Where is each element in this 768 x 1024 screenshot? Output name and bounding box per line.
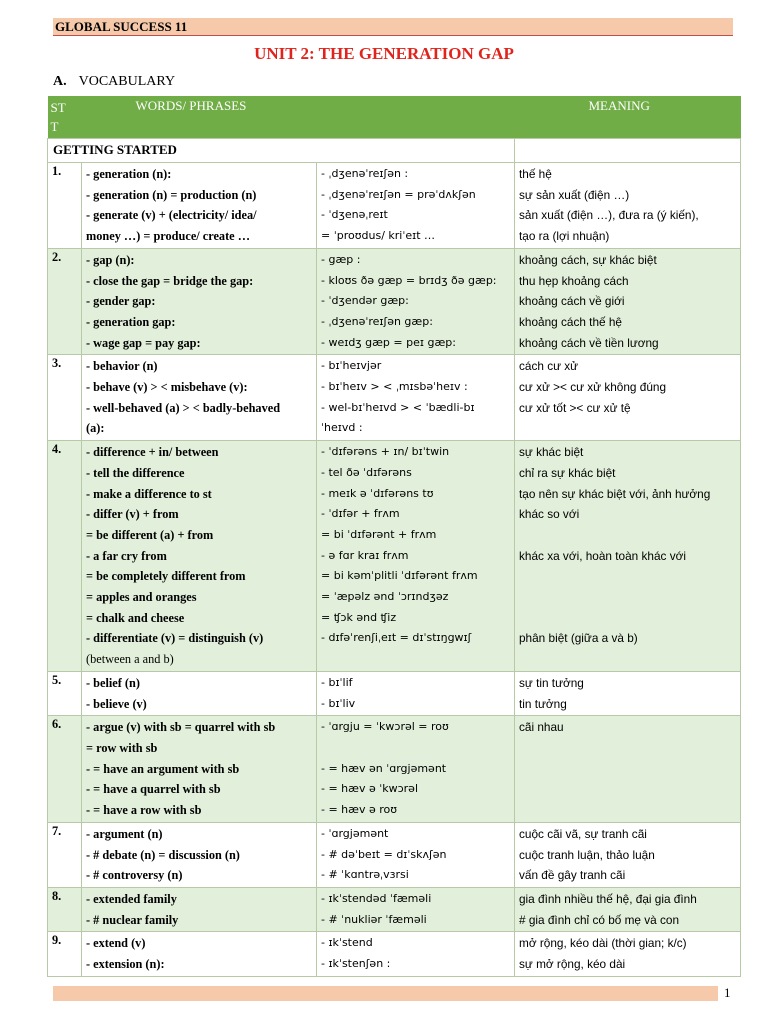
phonetic-line: - weɪdʒ gæp = peɪ gæp:	[321, 335, 456, 349]
phonetic-line: - ˈdɪfər + frʌm	[321, 507, 400, 521]
meaning-line: sự mở rộng, kéo dài	[519, 957, 626, 972]
word-line: - generation gap:	[86, 314, 176, 329]
meaning-line	[519, 738, 736, 759]
word-line: - wage gap = pay gap:	[86, 335, 201, 350]
phonetic-line: - tel ðə ˈdɪfərəns	[321, 465, 412, 479]
word-line: - argue (v) with sb = quarrel with sb	[86, 720, 276, 735]
word-line: - extend (v)	[86, 936, 146, 951]
table-row	[48, 163, 741, 249]
word-line: money …) = produce/ create …	[86, 229, 250, 244]
phonetic-line: - ˌdʒenəˈreɪʃən :	[321, 167, 409, 180]
row-number: 7.	[48, 822, 82, 887]
meaning-line: tin tưởng	[519, 696, 567, 711]
phonetic-line: - = hæv ə roʊ	[321, 803, 398, 817]
table-row	[48, 355, 741, 441]
header-empty	[317, 96, 515, 139]
phonetic-cell	[317, 671, 515, 715]
word-cell	[82, 355, 317, 441]
phonetic-line: - bɪˈliv	[321, 696, 356, 710]
footer-bar	[53, 986, 718, 1001]
phonetic-line: - ɪkˈstenʃən :	[321, 957, 391, 971]
meaning-line: cuộc tranh luận, thảo luận	[519, 847, 655, 862]
phonetic-line: = bi kəmˈplitli ˈdɪfərənt frʌm	[321, 569, 478, 583]
word-line: - gap (n):	[86, 252, 135, 267]
phonetic-line: - ɪkˈstendəd ˈfæməli	[321, 891, 432, 905]
header-meaning: MEANING	[515, 96, 741, 139]
row-number: 5.	[48, 671, 82, 715]
word-line: - differ (v) + from	[86, 507, 179, 522]
phonetic-line: ˈheɪvd :	[321, 421, 363, 435]
subsection-empty	[515, 139, 741, 163]
header-bar	[53, 18, 733, 35]
meaning-line: khoảng cách về tiền lương	[519, 335, 659, 350]
meaning-line	[519, 566, 736, 587]
phonetic-cell	[317, 716, 515, 823]
phonetic-line: - kloʊs ðə gæp = brɪdʒ ðə gæp:	[321, 273, 497, 287]
header-words: WORDS/ PHRASES	[82, 96, 317, 139]
phonetic-line: - ə fɑr kraɪ frʌm	[321, 548, 409, 562]
phonetic-line: - = hæv ən ˈɑrgjəmənt	[321, 761, 447, 775]
meaning-line: gia đình nhiều thế hệ, đại gia đình	[519, 891, 697, 906]
word-line: = apples and oranges	[86, 590, 197, 605]
meaning-cell	[515, 163, 741, 249]
phonetic-line	[321, 649, 510, 670]
header-stt: ST T	[48, 96, 82, 139]
meaning-line: cãi nhau	[519, 720, 564, 735]
row-number: 2.	[48, 248, 82, 355]
phonetic-cell	[317, 822, 515, 887]
meaning-line: tạo ra (lợi nhuận)	[519, 229, 610, 244]
meaning-line: tạo nên sự khác biệt với, ảnh hưởng	[519, 486, 711, 501]
meaning-line: khoảng cách thế hệ	[519, 314, 622, 329]
section-letter: A.	[53, 74, 67, 89]
meaning-line: mở rộng, kéo dài (thời gian; k/c)	[519, 936, 687, 951]
meaning-line	[519, 779, 736, 800]
phonetic-line: = ˈæpəlz ənd ˈɔrɪndʒəz	[321, 590, 449, 604]
meaning-cell	[515, 671, 741, 715]
phonetic-line: - wel-bɪˈheɪvd > < ˈbædli-bɪ	[321, 400, 475, 414]
phonetic-line: = ˈproʊdus/ kriˈeɪt …	[321, 229, 436, 243]
header-rule	[53, 35, 733, 36]
meaning-line	[519, 649, 736, 670]
phonetic-cell	[317, 887, 515, 931]
word-line: - differentiate (v) = distinguish (v)	[86, 631, 264, 646]
word-line: - a far cry from	[86, 548, 167, 563]
meaning-line: khoảng cách, sự khác biệt	[519, 252, 657, 267]
meaning-line: cư xử >< cư xử không đúng	[519, 380, 667, 395]
word-line: - belief (n)	[86, 675, 140, 690]
meaning-line: sản xuất (điện …), đưa ra (ý kiến),	[519, 208, 699, 223]
phonetic-cell	[317, 355, 515, 441]
word-line: - # debate (n) = discussion (n)	[86, 847, 240, 862]
phonetic-line: = bi ˈdɪfərənt + frʌm	[321, 527, 437, 541]
meaning-line: phân biệt (giữa a và b)	[519, 631, 638, 646]
word-line: - well-behaved (a) > < badly-behaved	[86, 400, 281, 415]
row-number: 8.	[48, 887, 82, 931]
word-cell	[82, 441, 317, 672]
meaning-cell	[515, 932, 741, 976]
meaning-line	[519, 418, 736, 439]
word-cell	[82, 163, 317, 249]
word-line: - behave (v) > < misbehave (v):	[86, 380, 248, 395]
meaning-line: sự tin tưởng	[519, 675, 584, 690]
phonetic-line	[321, 738, 510, 759]
word-line: - generation (n) = production (n)	[86, 187, 257, 202]
phonetic-line: - ˈɑrgjəmənt	[321, 826, 389, 840]
phonetic-line: - ˈɑrgju = ˈkwɔrəl = roʊ	[321, 720, 449, 734]
phonetic-cell	[317, 932, 515, 976]
meaning-line: vấn đề gây tranh cãi	[519, 868, 626, 883]
word-line: - = have a row with sb	[86, 803, 202, 818]
phonetic-line: - bɪˈheɪvjər	[321, 359, 382, 373]
phonetic-cell	[317, 163, 515, 249]
phonetic-line: - bɪˈheɪv > < ˌmɪsbəˈheɪv :	[321, 380, 468, 394]
row-number: 1.	[48, 163, 82, 249]
word-line: = be completely different from	[86, 569, 246, 584]
phonetic-line: - # ˈnukliər ˈfæməli	[321, 912, 427, 926]
word-line: - # nuclear family	[86, 912, 179, 927]
meaning-cell	[515, 248, 741, 355]
row-number: 3.	[48, 355, 82, 441]
word-line: - gender gap:	[86, 294, 156, 309]
word-cell	[82, 671, 317, 715]
phonetic-line: - ˈdʒendər gæp:	[321, 294, 409, 308]
word-line: - extension (n):	[86, 957, 165, 972]
meaning-line	[519, 608, 736, 629]
meaning-cell	[515, 355, 741, 441]
word-line: - difference + in/ between	[86, 445, 219, 460]
subsection-title: GETTING STARTED	[48, 139, 515, 163]
meaning-line: khoảng cách về giới	[519, 294, 625, 309]
section-heading	[53, 74, 175, 90]
phonetic-line: - dɪfəˈrenʃiˌeɪt = dɪˈstɪŋgwɪʃ	[321, 631, 472, 645]
phonetic-cell	[317, 441, 515, 672]
table-row	[48, 887, 741, 931]
meaning-line	[519, 587, 736, 608]
phonetic-line: - bɪˈlif	[321, 675, 353, 689]
word-cell	[82, 716, 317, 823]
word-line: - = have an argument with sb	[86, 761, 240, 776]
word-cell	[82, 822, 317, 887]
meaning-line: khác xa với, hoàn toàn khác với	[519, 548, 686, 563]
meaning-line: thế hệ	[519, 167, 552, 181]
word-cell	[82, 248, 317, 355]
meaning-cell	[515, 887, 741, 931]
phonetic-line: - # dəˈbeɪt = dɪˈskʌʃən	[321, 847, 447, 861]
phonetic-line: - meɪk ə ˈdɪfərəns tʊ	[321, 486, 434, 500]
table-row	[48, 671, 741, 715]
meaning-line: cách cư xử	[519, 359, 579, 374]
table-row	[48, 716, 741, 823]
word-line: - extended family	[86, 891, 177, 906]
table-header-row	[48, 96, 741, 139]
word-line: - # controversy (n)	[86, 868, 183, 883]
word-line: = be different (a) + from	[86, 527, 214, 542]
word-line: - tell the difference	[86, 465, 185, 480]
table-row	[48, 441, 741, 672]
phonetic-line: - ɪkˈstend	[321, 936, 373, 950]
word-line: - make a difference to st	[86, 486, 212, 501]
word-line: = row with sb	[86, 740, 158, 755]
phonetic-line: - ˌdʒenəˈreɪʃən = prəˈdʌkʃən	[321, 187, 476, 201]
meaning-line: cư xử tốt >< cư xử tệ	[519, 400, 631, 415]
table-row	[48, 932, 741, 976]
vocabulary-table	[47, 96, 741, 977]
word-line: - close the gap = bridge the gap:	[86, 273, 254, 288]
phonetic-line: - = hæv ə ˈkwɔrəl	[321, 782, 419, 796]
meaning-line	[519, 800, 736, 821]
section-name: VOCABULARY	[78, 74, 176, 89]
meaning-cell	[515, 716, 741, 823]
meaning-line: sự khác biệt	[519, 445, 584, 460]
page-number: 1	[724, 985, 731, 1000]
phonetic-line: - ˈdɪfərəns + ɪn/ bɪˈtwin	[321, 445, 450, 459]
row-number: 6.	[48, 716, 82, 823]
unit-title: UNIT 2: THE GENERATION GAP	[254, 44, 514, 63]
word-line: - generate (v) + (electricity/ idea/	[86, 208, 257, 223]
word-line: - argument (n)	[86, 826, 163, 841]
meaning-cell	[515, 822, 741, 887]
table-row	[48, 822, 741, 887]
table-row	[48, 248, 741, 355]
word-cell	[82, 932, 317, 976]
meaning-cell	[515, 441, 741, 672]
meaning-line: khác so với	[519, 507, 580, 522]
word-line: - generation (n):	[86, 167, 172, 181]
meaning-line: cuộc cãi vã, sự tranh cãi	[519, 826, 647, 841]
phonetic-line: - ˌdʒenəˈreɪʃən gæp:	[321, 314, 433, 328]
phonetic-line: - gæp :	[321, 252, 361, 266]
book-title: GLOBAL SUCCESS 11	[55, 19, 188, 34]
row-number: 4.	[48, 441, 82, 672]
phonetic-cell	[317, 248, 515, 355]
meaning-line: thu hẹp khoảng cách	[519, 273, 629, 288]
meaning-line	[519, 525, 736, 546]
word-line: - believe (v)	[86, 696, 147, 711]
word-line: - behavior (n)	[86, 359, 158, 374]
word-line: (between a and b)	[86, 652, 174, 667]
phonetic-line: = ʧɔk ənd ʧiz	[321, 610, 397, 624]
word-line: - = have a quarrel with sb	[86, 782, 221, 797]
meaning-line	[519, 759, 736, 780]
subsection-row	[48, 139, 741, 163]
word-line: (a):	[86, 421, 105, 436]
word-cell	[82, 887, 317, 931]
phonetic-line: - ˈdʒenəˌreɪt	[321, 208, 388, 222]
meaning-line: chỉ ra sự khác biệt	[519, 465, 616, 480]
meaning-line: sự sản xuất (điện …)	[519, 187, 630, 202]
phonetic-line: - # ˈkɑntrəˌvɜrsi	[321, 868, 409, 882]
meaning-line: # gia đình chỉ có bố mẹ và con	[519, 912, 680, 927]
word-line: = chalk and cheese	[86, 610, 185, 625]
row-number: 9.	[48, 932, 82, 976]
